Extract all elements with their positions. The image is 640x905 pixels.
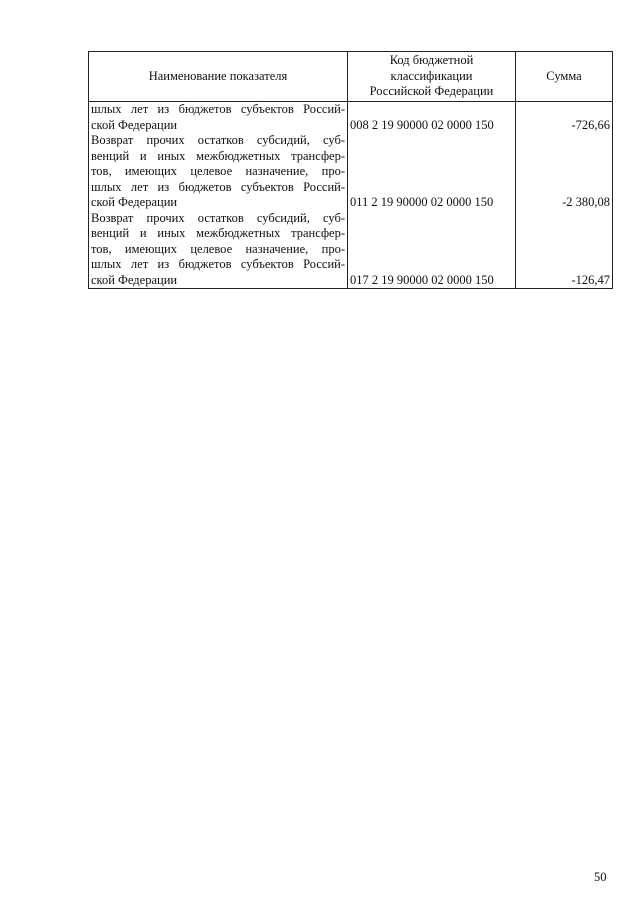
name-line: Возврат прочих остатков субсидий, суб- xyxy=(91,210,345,225)
name-line: ской Федерации xyxy=(91,272,178,287)
table-row xyxy=(89,211,613,289)
header-budget-code xyxy=(348,52,516,102)
name-line: венций и иных межбюджетных трансфер- xyxy=(91,148,345,163)
table-header-row xyxy=(89,52,613,102)
row-indicator-name xyxy=(89,211,348,289)
row-indicator-name xyxy=(89,102,348,134)
name-line: тов, имеющих целевое назначение, про- xyxy=(91,241,345,256)
header-indicator-name: Наименование показателя xyxy=(89,52,348,102)
row-indicator-name xyxy=(89,133,348,211)
budget-table xyxy=(88,51,613,289)
table-row xyxy=(89,133,613,211)
header-code-line: классификации xyxy=(390,68,473,83)
name-line: шлых лет из бюджетов субъектов Россий- xyxy=(91,257,345,271)
row-budget-code: 017 2 19 90000 02 0000 150 xyxy=(348,211,516,289)
row-budget-code: 011 2 19 90000 02 0000 150 xyxy=(348,133,516,211)
name-line: ской Федерации xyxy=(91,117,178,132)
name-line: тов, имеющих целевое назначение, про- xyxy=(91,164,345,178)
name-line: шлых лет из бюджетов субъектов Россий- xyxy=(91,179,345,194)
row-sum: -726,66 xyxy=(516,102,613,134)
page-number: 50 xyxy=(594,870,607,884)
header-sum: Сумма xyxy=(516,52,613,102)
row-budget-code: 008 2 19 90000 02 0000 150 xyxy=(348,102,516,134)
header-code-line: Код бюджетной xyxy=(389,53,474,68)
row-sum: -126,47 xyxy=(516,211,613,289)
name-line: Возврат прочих остатков субсидий, суб- xyxy=(91,133,345,147)
name-line: ской Федерации xyxy=(91,195,178,209)
header-code-line: Российской Федерации xyxy=(369,84,494,99)
table-row xyxy=(89,102,613,134)
row-sum: -2 380,08 xyxy=(516,133,613,211)
name-line: шлых лет из бюджетов субъектов Россий- xyxy=(91,102,345,116)
name-line: венций и иных межбюджетных трансфер- xyxy=(91,226,345,240)
